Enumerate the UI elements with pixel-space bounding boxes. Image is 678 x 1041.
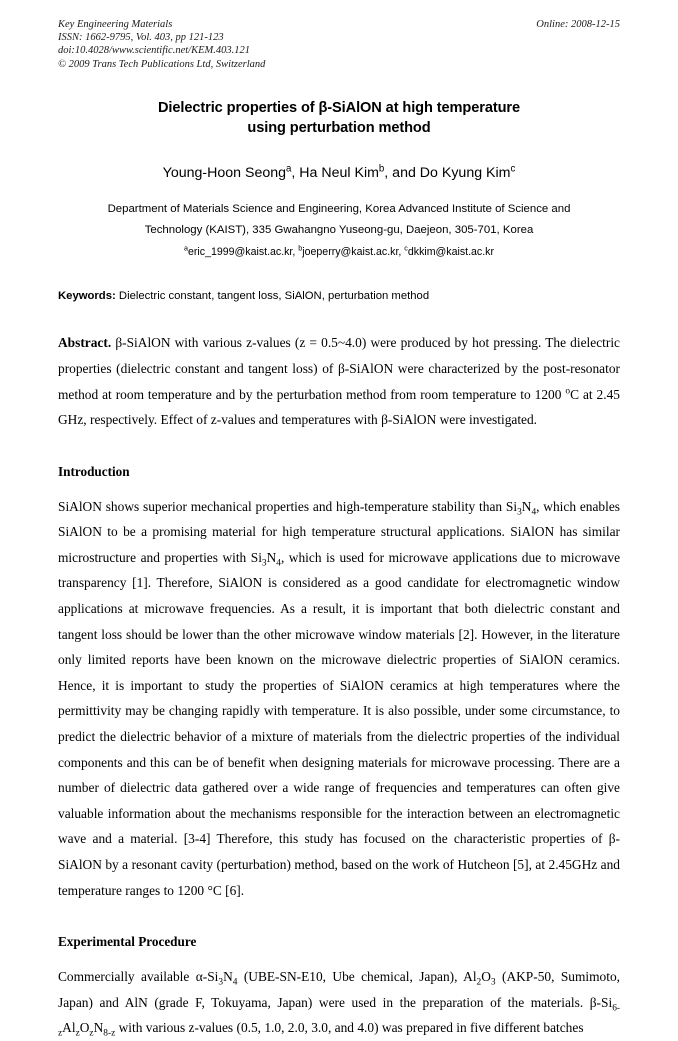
- author-affil-marker-3: c: [510, 163, 516, 175]
- author-list: [58, 164, 620, 182]
- exp-text-a: Commercially available α-Si: [58, 969, 219, 985]
- intro-text-e: , which is used for microwave applications due to microwave transparency [1]. Therefore, SiAlON is considered as a good candidate for electromagnetic window applications at microwave frequencies. As a result, it is important that both dielectric constant and tangent loss should be lower than the other microwave window materials [2]. However, in the literature only limited reports have been known on the microwave dielectric properties of SiAlON ceramics. Hence, it is important to study the properties of SiAlON ceramics at high temperatures where the permittivity may be changing rapidly with temperature. It is also possible, under some circumstance, to predict the dielectric behavior of a mixture of materials from the dielectric properties of the individual components and this can be of benefit when designing materials for microwave processing. There are a number of dielectric data gathered over a wide range of frequencies and temperatures can often give valuable information about the mechanisms responsible for the interaction between an electromagnetic wave and a material. [3-4] Therefore, this study has focused on the characteristic properties of β-SiAlON by a resonant cavity (perturbation) method, based on the work of Hutcheon [5], at 2.45GHz and temperature ranges to 1200 °C [6].: [58, 549, 621, 898]
- affiliation-line-2: Technology (KAIST), 335 Gwahangno Yuseong-gu, Daejeon, 305-701, Korea: [144, 224, 534, 237]
- journal-copyright-line: © 2009 Trans Tech Publications Ltd, Switzerland: [58, 58, 266, 70]
- journal-doi-line: doi:10.4028/www.scientific.net/KEM.403.121: [58, 45, 250, 57]
- subscript-sialon-si: 6-z: [58, 1003, 620, 1040]
- exp-text-i: with various z-values (0.5, 1.0, 2.0, 3.0, and 4.0) was prepared in five different batches: [115, 1020, 584, 1036]
- exp-text-e: (AKP-50, Sumimoto, Japan) and AlN (grade F, Tokuyama, Japan) were used in the preparation of the materials. β-Si: [58, 969, 620, 1010]
- author-affil-marker-2: b: [378, 163, 385, 175]
- email-address-2: joeperry@kaist.ac.kr,: [302, 245, 405, 258]
- author-name-2: Ha Neul Kim: [299, 164, 379, 181]
- subscript-sialon-n: 8-z: [103, 1029, 116, 1040]
- author-separator-2: , and: [384, 164, 420, 181]
- section-heading-introduction: Introduction: [58, 463, 130, 479]
- subscript-sialon-al: z: [75, 1029, 80, 1040]
- abstract-text-part-1: β-SiAlON with various z-values (z = 0.5~4.0) were produced by hot pressing. The dielectric properties (dielectric constant and tangent loss) of β-SiAlON were characterized by the post-resonator method at room temperature and by the perturbation method from room temperature to 1200: [58, 335, 620, 402]
- subscript-si3n4-2-a: 3: [261, 558, 267, 569]
- email-marker-3: c: [404, 243, 408, 253]
- journal-header-left: [58, 18, 488, 71]
- subscript-si3n4-2-b: 4: [276, 558, 281, 569]
- abstract-block: [58, 330, 620, 432]
- author-name-1: Young-Hoon Seong: [162, 164, 287, 181]
- subscript-alpha-si3n4-b: 4: [232, 977, 238, 988]
- affiliation-block: [58, 199, 620, 264]
- abstract-text-part-2: C at 2.45 GHz, respectively. Effect of z-values and temperatures with β-SiAlON were investigated.: [58, 386, 620, 428]
- keywords-block: [58, 289, 620, 304]
- page-title: [58, 98, 620, 139]
- experimental-paragraph: [58, 964, 620, 1041]
- author-name-3: Do Kyung Kim: [419, 164, 511, 181]
- subscript-si3n4-1-a: 3: [517, 507, 522, 518]
- affiliation-line-1: Department of Materials Science and Engineering, Korea Advanced Institute of Science and: [107, 202, 571, 215]
- subscript-al2o3-b: 3: [490, 977, 496, 988]
- email-address-1: eric_1999@kaist.ac.kr,: [188, 245, 299, 258]
- exp-text-b: N: [223, 969, 233, 985]
- exp-text-f: Al: [62, 1020, 76, 1036]
- subscript-al2o3-a: 2: [476, 977, 482, 988]
- subscript-sialon-o: z: [89, 1029, 94, 1040]
- exp-text-g: O: [79, 1020, 90, 1036]
- author-separator-1: ,: [291, 164, 300, 181]
- email-address-3: dkkim@kaist.ac.kr: [407, 245, 494, 258]
- author-affil-marker-1: a: [286, 163, 292, 175]
- email-marker-2: b: [298, 243, 303, 253]
- subscript-si3n4-1-b: 4: [531, 507, 537, 518]
- online-publication-date: Online: 2008-12-15: [536, 19, 620, 30]
- abstract-label: Abstract.: [58, 335, 112, 351]
- intro-text-a: SiAlON shows superior mechanical properties and high-temperature stability than Si: [58, 498, 518, 514]
- intro-text-c: , which enables SiAlON to be a promising material for high temperature structural applications. SiAlON has similar microstructure and properties with Si: [58, 498, 620, 565]
- author-emails: [58, 242, 620, 264]
- journal-name: Key Engineering Materials: [58, 19, 173, 30]
- keywords-list: Dielectric constant, tangent loss, SiAlON, perturbation method: [118, 290, 430, 303]
- exp-text-c: (UBE-SN-E10, Ube chemical, Japan), Al: [237, 969, 477, 985]
- section-heading-experimental-procedure: Experimental Procedure: [58, 934, 197, 950]
- exp-text-d: O: [481, 969, 491, 985]
- journal-header: [58, 18, 620, 71]
- degree-symbol: o: [565, 386, 571, 397]
- subscript-alpha-si3n4-a: 3: [218, 977, 224, 988]
- journal-issn-line: ISSN: 1662-9795, Vol. 403, pp 121-123: [58, 32, 224, 44]
- intro-text-b: N: [521, 498, 532, 514]
- title-line-2: using perturbation method: [247, 120, 431, 137]
- intro-text-d: N: [266, 549, 277, 565]
- email-marker-1: a: [184, 243, 188, 253]
- keywords-label: Keywords:: [58, 290, 116, 303]
- title-line-1: Dielectric properties of β-SiAlON at high temperature: [157, 99, 521, 116]
- introduction-paragraph: [58, 494, 620, 904]
- exp-text-h: N: [93, 1020, 104, 1036]
